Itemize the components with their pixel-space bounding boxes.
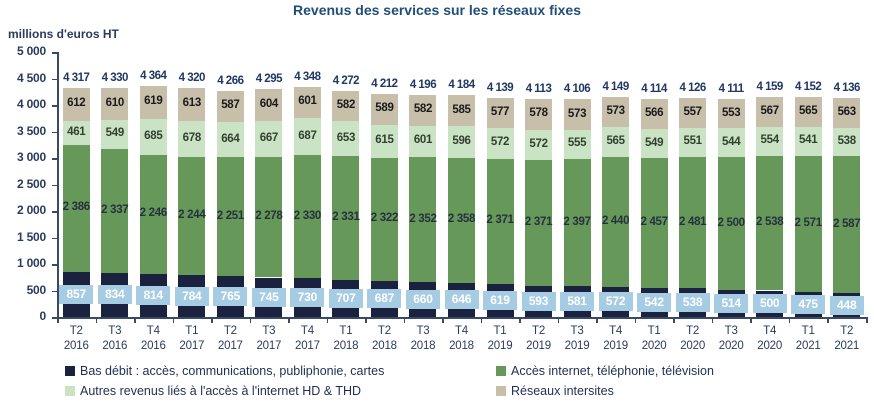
x-axis-tick: [57, 317, 59, 323]
bar-segment-value-label: 2 440: [601, 215, 630, 228]
x-axis-category-label: T3 2018: [410, 325, 436, 352]
bar-segment-value-label: 2 337: [101, 203, 129, 216]
bar-segment-value-label: 565: [799, 104, 818, 117]
x-axis-tick: [519, 317, 521, 323]
bar-segment-value-badge: 538: [676, 293, 710, 312]
bar-segment-value-label: 604: [259, 98, 279, 111]
bar-segment-value-badge: 572: [599, 292, 633, 311]
x-axis-tick: [211, 317, 213, 323]
legend-item-series0: [65, 364, 496, 378]
bar-segment-value-badge: 514: [714, 294, 748, 313]
y-axis-tick-label: 2 000: [16, 203, 46, 217]
bar-total-label: 4 364: [140, 69, 167, 82]
bar-segment-value-badge: 593: [522, 292, 556, 311]
x-axis-tick: [288, 317, 290, 323]
bar-segment-value-label: 566: [644, 106, 664, 119]
bar-total-label: 4 114: [641, 82, 667, 95]
legend-item-series1: [496, 364, 860, 378]
y-axis-tick-label: 4 000: [16, 97, 46, 111]
x-axis-category-label: T3 2020: [718, 325, 744, 352]
bar-segment-value-badge: 448: [830, 296, 864, 315]
bar-segment-value-label: 565: [606, 135, 625, 148]
x-axis-category-label: T2 2018: [372, 325, 397, 352]
bar-segment-value-label: 549: [105, 127, 124, 140]
bar-segment-value-badge: 745: [252, 288, 286, 307]
x-axis-tick: [173, 317, 175, 323]
bar-segment-value-label: 549: [644, 136, 664, 149]
bar-segment-value-label: 461: [67, 125, 86, 138]
y-axis-tick: [52, 291, 57, 293]
bar-segment-value-label: 2 330: [293, 209, 322, 222]
bar-total-label: 4 330: [101, 71, 128, 84]
bar-total-label: 4 184: [448, 79, 475, 92]
y-axis-tick-label: 500: [26, 282, 46, 297]
x-axis-category-label: T4 2019: [603, 325, 628, 352]
y-axis-tick-label: 3 500: [16, 123, 46, 138]
bar-segment-value-label: 587: [221, 99, 240, 112]
bar-segment-value-label: 619: [144, 95, 163, 108]
y-axis-line: [57, 52, 59, 317]
y-axis-tick-label: 2 500: [16, 176, 46, 191]
legend: [65, 364, 860, 398]
x-axis-tick: [712, 317, 714, 323]
legend-label: Accès internet, téléphonie, télévision: [511, 364, 714, 378]
x-axis-tick: [827, 317, 829, 323]
x-axis-tick: [866, 317, 868, 323]
bar-segment-value-label: 2 481: [678, 215, 707, 228]
x-axis-category-label: T1 2018: [333, 325, 359, 352]
bar-segment-value-label: 589: [375, 102, 394, 115]
bar-segment-value-badge: 687: [367, 289, 401, 308]
bar-segment-value-label: 554: [760, 134, 779, 147]
x-axis-tick: [673, 317, 675, 323]
x-axis-tick: [481, 317, 483, 323]
x-axis-category-label: T1 2017: [179, 325, 205, 352]
bar-total-label: 4 196: [409, 78, 437, 91]
bar-segment-value-label: 2 352: [409, 212, 437, 225]
x-axis-category-label: T1 2021: [795, 325, 821, 352]
bar-segment-value-label: 664: [221, 132, 240, 145]
y-axis-tick: [52, 52, 57, 54]
x-axis-category-label: T2 2016: [63, 325, 89, 352]
bar-segment-value-label: 541: [799, 134, 818, 147]
x-axis-tick: [96, 317, 98, 323]
legend-label: Réseaux intersites: [511, 384, 614, 398]
bar-segment-value-label: 578: [529, 107, 548, 120]
x-axis-tick: [404, 317, 406, 323]
bar-segment-value-label: 2 397: [563, 215, 591, 228]
bar-total-label: 4 212: [371, 77, 398, 90]
y-axis-tick: [52, 264, 57, 266]
bar-segment-value-label: 2 457: [640, 216, 668, 229]
legend-item-series2: [65, 384, 496, 398]
x-axis-category-label: T1 2019: [487, 325, 513, 352]
y-axis-tick-label: 5 000: [16, 44, 46, 58]
x-axis-category-label: T4 2020: [757, 325, 783, 352]
bar-segment-value-badge: 834: [98, 285, 132, 304]
bar-total-label: 4 348: [294, 70, 321, 83]
bar-segment-value-label: 585: [452, 103, 471, 116]
x-axis-category-label: T4 2016: [140, 325, 166, 352]
bar-segment-value-label: 678: [182, 131, 201, 144]
x-axis-tick: [558, 317, 560, 323]
bar-segment-value-label: 653: [336, 131, 356, 144]
bar-segment-value-label: 557: [683, 106, 702, 119]
bar-segment-value-label: 555: [567, 137, 587, 150]
x-axis-tick: [327, 317, 329, 323]
bar-segment-value-label: 2 322: [370, 212, 399, 225]
bar-total-label: 4 111: [718, 83, 744, 96]
bar-segment-value-label: 2 278: [255, 210, 283, 223]
bar-segment-value-label: 551: [683, 135, 702, 148]
bar-segment-value-label: 582: [413, 103, 433, 116]
bar-segment-value-label: 2 244: [178, 208, 206, 221]
y-axis-tick: [52, 238, 57, 240]
bar-segment-value-label: 601: [413, 134, 433, 147]
bar-segment-value-label: 582: [336, 98, 356, 111]
bar-segment-value-label: 573: [606, 105, 625, 118]
legend-swatch-icon: [496, 386, 506, 396]
bar-segment-value-badge: 619: [483, 291, 517, 310]
x-axis-tick: [789, 317, 791, 323]
x-axis-tick: [635, 317, 637, 323]
legend-swatch-icon: [65, 366, 75, 376]
x-axis-tick: [442, 317, 444, 323]
bar-total-label: 4 295: [255, 73, 282, 86]
bar-segment-value-label: 2 371: [524, 215, 553, 228]
bar-segment-value-label: 2 358: [447, 213, 476, 226]
y-axis-tick-label: 3 000: [16, 150, 46, 164]
bar-segment-value-badge: 765: [213, 287, 247, 306]
y-axis-tick-label: 1 500: [16, 229, 46, 244]
bar-segment-value-badge: 730: [290, 288, 324, 307]
bar-segment-value-badge: 707: [329, 289, 363, 308]
y-axis-unit-label: millions d'euros HT: [8, 27, 119, 41]
bar-total-label: 4 139: [486, 81, 514, 94]
bar-segment-value-label: 577: [490, 105, 510, 118]
bar-segment-value-label: 2 386: [62, 201, 90, 214]
chart-title: Revenus des services sur les réseaux fixes: [293, 2, 581, 18]
bar-segment-value-label: 2 246: [139, 207, 167, 220]
bar-segment-value-label: 544: [722, 135, 741, 148]
bar-segment-value-label: 2 587: [833, 217, 861, 230]
legend-swatch-icon: [496, 366, 506, 376]
bar-total-label: 4 317: [63, 72, 90, 85]
x-axis-tick: [596, 317, 598, 323]
bar-segment-value-label: 2 538: [756, 216, 784, 229]
bar-segment-value-label: 685: [144, 129, 163, 142]
bar-total-label: 4 126: [679, 82, 706, 95]
bar-segment-value-label: 612: [67, 97, 86, 110]
y-axis-tick-label: 1 000: [16, 256, 46, 270]
x-axis-tick: [365, 317, 367, 323]
bar-segment-value-label: 573: [567, 107, 587, 120]
bar-segment-value-label: 601: [298, 95, 317, 108]
bar-segment-value-label: 567: [760, 104, 779, 117]
bar-segment-value-badge: 784: [175, 287, 209, 306]
bar-segment-value-badge: 814: [136, 286, 170, 305]
y-axis-tick-label: 0: [39, 309, 46, 323]
bar-segment-value-label: 572: [490, 136, 510, 149]
bar-segment-value-badge: 475: [791, 295, 825, 314]
x-axis-category-label: T4 2018: [449, 325, 474, 352]
bar-segment-value-label: 2 500: [717, 216, 745, 229]
bar-total-label: 4 113: [525, 83, 552, 95]
bar-segment-value-label: 538: [837, 134, 856, 147]
bar-segment-value-label: 2 251: [216, 209, 244, 222]
bar-total-label: 4 272: [332, 74, 360, 87]
x-axis-line: [57, 317, 866, 319]
y-axis-tick: [52, 185, 57, 187]
x-axis-category-label: T3 2019: [564, 325, 590, 352]
legend-label: Bas débit : accès, communications, publiphonie, cartes: [80, 364, 385, 378]
bar-total-label: 4 106: [563, 83, 591, 96]
bar-segment-value-label: 610: [105, 96, 124, 109]
bar-segment-value-badge: 646: [445, 290, 479, 309]
bar-total-label: 4 152: [795, 80, 822, 93]
x-axis-category-label: T1 2020: [641, 325, 667, 352]
x-axis-category-label: T3 2016: [102, 325, 128, 352]
bar-segment-value-label: 2 371: [486, 214, 514, 227]
bar-segment-value-label: 572: [529, 137, 548, 150]
x-axis-category-label: T2 2017: [217, 325, 243, 352]
x-axis-category-label: T4 2017: [295, 325, 320, 352]
bar-segment-value-badge: 500: [753, 294, 787, 313]
bar-segment-value-label: 687: [298, 129, 317, 142]
bar-total-label: 4 320: [178, 72, 205, 85]
bar-segment-value-label: 563: [837, 105, 856, 118]
legend-label: Autres revenus liés à l'accès à l'internet HD & THD: [80, 384, 362, 398]
bar-segment-value-badge: 857: [59, 285, 93, 304]
bar-total-label: 4 266: [217, 74, 244, 87]
bar-segment-value-badge: 660: [406, 290, 440, 309]
x-axis-category-label: T2 2019: [526, 325, 551, 352]
bar-segment-value-label: 553: [722, 106, 741, 119]
bar-total-label: 4 159: [756, 80, 783, 93]
bar-segment-value-label: 2 571: [794, 216, 822, 229]
y-axis-tick-label: 4 500: [16, 70, 46, 85]
bar-segment-value-label: 615: [375, 134, 394, 147]
y-axis-tick: [52, 158, 57, 160]
bar-segment-value-label: 613: [182, 97, 201, 110]
bar-total-label: 4 136: [833, 81, 860, 94]
bar-segment-value-badge: 542: [637, 293, 671, 312]
x-axis-tick: [134, 317, 136, 323]
bar-segment-value-badge: 581: [560, 292, 594, 311]
x-axis-tick: [250, 317, 252, 323]
x-axis-tick: [750, 317, 752, 323]
bar-segment-value-label: 667: [259, 132, 279, 145]
bar-total-label: 4 149: [602, 81, 629, 94]
x-axis-category-label: T2 2020: [680, 325, 706, 352]
bar-segment-value-label: 2 331: [332, 210, 360, 223]
bar-segment-value-label: 596: [452, 134, 471, 147]
legend-item-series3: [496, 384, 860, 398]
legend-swatch-icon: [65, 386, 75, 396]
x-axis-category-label: T3 2017: [256, 325, 282, 352]
x-axis-category-label: T2 2021: [834, 325, 860, 352]
